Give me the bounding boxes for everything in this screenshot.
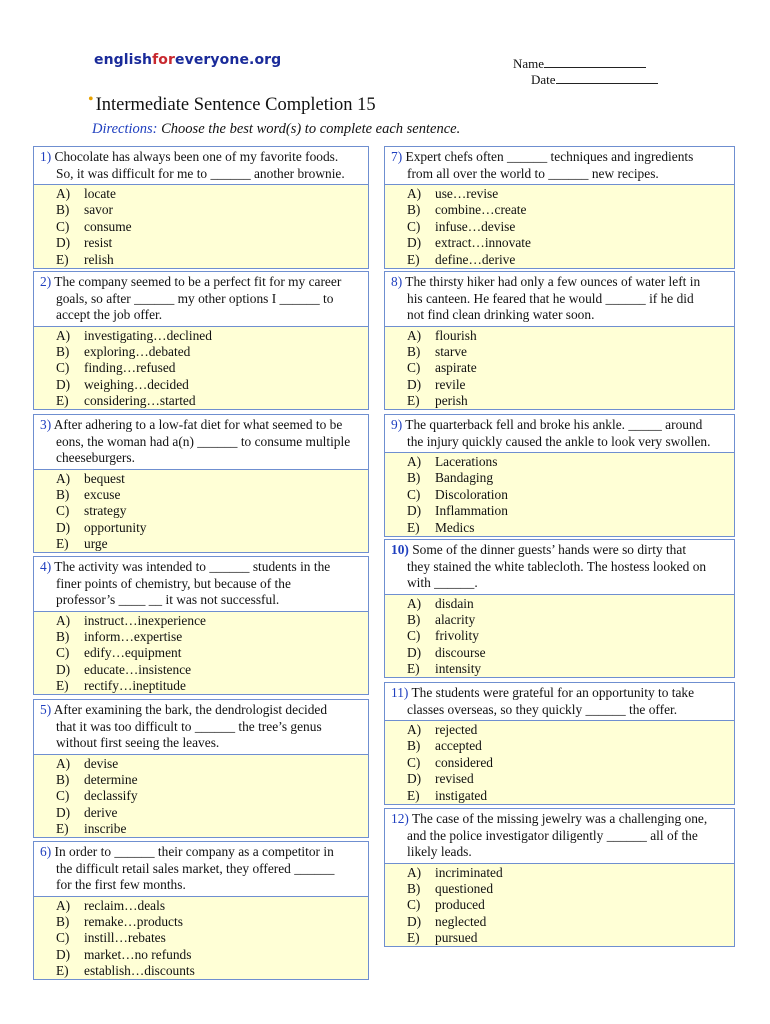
option-letter: C) bbox=[407, 754, 421, 770]
option-text: relish bbox=[84, 251, 114, 267]
question-line: The company seemed to be a perfect fit for my career bbox=[54, 274, 342, 289]
question-line: goals, so after ______ my other options I ______ to bbox=[56, 290, 334, 306]
option-letter: E) bbox=[56, 393, 69, 409]
directions-label: Directions: bbox=[92, 121, 158, 137]
question-number: 3) bbox=[40, 417, 52, 432]
question-number: 2) bbox=[40, 274, 52, 289]
option-text: combine…create bbox=[435, 202, 527, 218]
answer-option[interactable] bbox=[385, 755, 734, 771]
option-letter: B) bbox=[407, 470, 421, 486]
answer-options bbox=[34, 896, 368, 980]
option-text: strategy bbox=[84, 503, 127, 519]
option-text: frivolity bbox=[435, 628, 479, 644]
option-letter: E) bbox=[407, 930, 420, 946]
answer-option[interactable] bbox=[385, 252, 734, 268]
answer-option[interactable] bbox=[385, 645, 734, 661]
answer-options bbox=[385, 326, 734, 410]
date-label: Date bbox=[531, 72, 556, 87]
answer-option[interactable] bbox=[34, 536, 368, 552]
answer-option[interactable] bbox=[34, 772, 368, 788]
option-letter: E) bbox=[56, 821, 69, 837]
answer-options bbox=[385, 184, 734, 268]
option-text: educate…insistence bbox=[84, 661, 192, 677]
question-line: The activity was intended to ______ students in the bbox=[54, 559, 331, 574]
question-line: the difficult retail sales market, they offered ______ bbox=[56, 860, 335, 876]
answer-option[interactable] bbox=[385, 360, 734, 376]
question-number: 9) bbox=[391, 417, 403, 432]
option-text: considering…started bbox=[84, 393, 196, 409]
option-text: questioned bbox=[435, 880, 494, 896]
option-letter: D) bbox=[407, 771, 422, 787]
option-letter: A) bbox=[56, 612, 71, 628]
answer-option[interactable] bbox=[385, 503, 734, 519]
option-letter: C) bbox=[56, 788, 70, 804]
option-text: reclaim…deals bbox=[84, 897, 166, 913]
option-text: resist bbox=[84, 235, 113, 251]
option-text: determine bbox=[84, 771, 138, 787]
option-letter: E) bbox=[407, 393, 420, 409]
question-line: the injury quickly caused the ankle to look very swollen. bbox=[407, 433, 711, 449]
question-12 bbox=[384, 808, 735, 947]
answer-options bbox=[34, 754, 368, 838]
answer-options bbox=[34, 326, 368, 410]
question-text bbox=[34, 557, 368, 611]
option-letter: A) bbox=[407, 327, 422, 343]
option-text: devise bbox=[84, 755, 119, 771]
question-3 bbox=[33, 414, 369, 553]
answer-option[interactable] bbox=[34, 788, 368, 804]
option-letter: D) bbox=[407, 913, 422, 929]
question-line: likely leads. bbox=[407, 844, 472, 859]
option-text: Medics bbox=[435, 519, 475, 535]
option-text: define…derive bbox=[435, 251, 516, 267]
option-text: edify…equipment bbox=[84, 645, 182, 661]
option-letter: E) bbox=[407, 787, 420, 803]
question-text bbox=[385, 272, 734, 326]
answer-option[interactable] bbox=[385, 897, 734, 913]
option-letter: B) bbox=[407, 611, 421, 627]
bullet-icon: • bbox=[88, 91, 94, 108]
option-letter: B) bbox=[56, 628, 70, 644]
option-text: establish…discounts bbox=[84, 963, 195, 979]
question-text bbox=[385, 683, 734, 720]
option-letter: E) bbox=[56, 536, 69, 552]
worksheet-title bbox=[88, 91, 376, 116]
answer-options bbox=[385, 720, 734, 804]
answer-option[interactable] bbox=[34, 821, 368, 837]
option-text: pursued bbox=[435, 930, 478, 946]
option-letter: C) bbox=[56, 360, 70, 376]
question-line: professor’s ____ __ it was not successful. bbox=[56, 592, 280, 607]
option-letter: C) bbox=[407, 360, 421, 376]
option-letter: A) bbox=[407, 454, 422, 469]
option-text: urge bbox=[84, 536, 108, 552]
option-letter: C) bbox=[407, 218, 421, 234]
option-letter: A) bbox=[407, 864, 422, 880]
option-text: alacrity bbox=[435, 611, 476, 627]
option-text: weighing…decided bbox=[84, 376, 189, 392]
option-letter: E) bbox=[407, 251, 420, 267]
option-text: disdain bbox=[435, 595, 474, 611]
option-letter: E) bbox=[407, 661, 420, 677]
question-1 bbox=[33, 146, 369, 269]
question-text bbox=[34, 700, 368, 754]
answer-option[interactable] bbox=[34, 503, 368, 519]
answer-option[interactable] bbox=[385, 470, 734, 486]
answer-option[interactable] bbox=[385, 344, 734, 360]
question-text bbox=[34, 147, 368, 184]
answer-option[interactable] bbox=[385, 235, 734, 251]
option-letter: A) bbox=[56, 897, 71, 913]
answer-option[interactable] bbox=[385, 771, 734, 787]
question-line: So, it was difficult for me to ______ another brownie. bbox=[56, 165, 345, 181]
answer-option[interactable] bbox=[34, 613, 368, 629]
option-letter: C) bbox=[407, 486, 421, 502]
option-text: incriminated bbox=[435, 864, 503, 880]
question-10 bbox=[384, 539, 735, 678]
directions-text: Choose the best word(s) to complete each sentence. bbox=[161, 121, 461, 137]
option-letter: A) bbox=[56, 186, 71, 201]
option-letter: C) bbox=[56, 503, 70, 519]
question-text bbox=[385, 415, 734, 452]
answer-option[interactable] bbox=[385, 788, 734, 804]
option-text: declassify bbox=[84, 788, 138, 804]
option-letter: D) bbox=[56, 804, 71, 820]
question-text bbox=[385, 147, 734, 184]
question-number: 12) bbox=[391, 811, 409, 826]
option-letter: D) bbox=[407, 376, 422, 392]
answer-option[interactable] bbox=[34, 629, 368, 645]
option-text: neglected bbox=[435, 913, 487, 929]
answer-option[interactable] bbox=[34, 344, 368, 360]
option-letter: D) bbox=[56, 946, 71, 962]
question-line: accept the job offer. bbox=[56, 307, 163, 322]
date-line bbox=[556, 71, 658, 84]
option-letter: A) bbox=[407, 595, 422, 611]
option-letter: A) bbox=[56, 470, 71, 486]
answer-option[interactable] bbox=[385, 881, 734, 897]
option-letter: D) bbox=[56, 519, 71, 535]
option-text: infuse…devise bbox=[435, 218, 516, 234]
brand-part-2: for bbox=[152, 52, 176, 68]
option-letter: B) bbox=[56, 771, 70, 787]
answer-option[interactable] bbox=[385, 202, 734, 218]
question-number: 4) bbox=[40, 559, 52, 574]
question-line: that it was too difficult to ______ the tree’s genus bbox=[56, 718, 322, 734]
answer-option[interactable] bbox=[34, 360, 368, 376]
question-line: for the first few months. bbox=[56, 877, 186, 892]
question-5 bbox=[33, 699, 369, 838]
option-text: flourish bbox=[435, 327, 477, 343]
option-text: extract…innovate bbox=[435, 235, 531, 251]
answer-option[interactable] bbox=[34, 898, 368, 914]
option-text: accepted bbox=[435, 738, 482, 754]
question-text bbox=[34, 842, 368, 896]
question-9 bbox=[384, 414, 735, 537]
answer-option[interactable] bbox=[34, 235, 368, 251]
answer-option[interactable] bbox=[385, 219, 734, 235]
question-line: classes overseas, so they quickly ______ the offer. bbox=[407, 701, 678, 717]
answer-option[interactable] bbox=[34, 520, 368, 536]
question-4 bbox=[33, 556, 369, 695]
answer-option[interactable] bbox=[34, 805, 368, 821]
option-letter: B) bbox=[56, 486, 70, 502]
name-field bbox=[513, 55, 646, 72]
answer-options bbox=[34, 469, 368, 553]
answer-options bbox=[385, 863, 734, 947]
option-text: remake…products bbox=[84, 913, 183, 929]
question-line: and the police investigator diligently ______ all of the bbox=[407, 827, 698, 843]
question-text bbox=[385, 540, 734, 594]
question-number: 8) bbox=[391, 274, 403, 289]
question-line: they stained the white tablecloth. The hostess looked on bbox=[407, 558, 707, 574]
answer-options bbox=[34, 611, 368, 695]
name-label: Name bbox=[513, 56, 545, 71]
option-text: derive bbox=[84, 804, 118, 820]
option-text: intensity bbox=[435, 661, 482, 677]
option-letter: B) bbox=[407, 880, 421, 896]
answer-option[interactable] bbox=[385, 596, 734, 612]
option-letter: A) bbox=[407, 722, 422, 737]
option-text: starve bbox=[435, 343, 467, 359]
option-letter: D) bbox=[407, 644, 422, 660]
option-text: inscribe bbox=[84, 821, 127, 837]
answer-options bbox=[385, 452, 734, 536]
option-text: locate bbox=[84, 186, 116, 201]
option-text: finding…refused bbox=[84, 360, 176, 376]
brand-part-3: everyone.org bbox=[175, 52, 282, 68]
question-line: The thirsty hiker had only a few ounces of water left in bbox=[405, 274, 701, 289]
option-text: exploring…debated bbox=[84, 343, 191, 359]
option-text: considered bbox=[435, 754, 494, 770]
answer-option[interactable] bbox=[34, 186, 368, 202]
answer-option[interactable] bbox=[34, 202, 368, 218]
question-line: not find clean drinking water soon. bbox=[407, 307, 595, 322]
option-text: Lacerations bbox=[435, 454, 498, 469]
question-number: 1) bbox=[40, 149, 52, 164]
option-text: Inflammation bbox=[435, 503, 508, 519]
option-text: Bandaging bbox=[435, 470, 494, 486]
answer-option[interactable] bbox=[385, 328, 734, 344]
answer-option[interactable] bbox=[385, 628, 734, 644]
answer-option[interactable] bbox=[385, 186, 734, 202]
answer-option[interactable] bbox=[34, 377, 368, 393]
answer-option[interactable] bbox=[34, 756, 368, 772]
answer-option[interactable] bbox=[34, 219, 368, 235]
answer-option[interactable] bbox=[34, 930, 368, 946]
answer-option[interactable] bbox=[385, 393, 734, 409]
answer-option[interactable] bbox=[385, 454, 734, 470]
option-letter: B) bbox=[407, 738, 421, 754]
option-text: instigated bbox=[435, 787, 488, 803]
date-field bbox=[531, 71, 658, 88]
option-letter: D) bbox=[56, 661, 71, 677]
question-6 bbox=[33, 841, 369, 980]
answer-options bbox=[34, 184, 368, 268]
question-number: 7) bbox=[391, 149, 403, 164]
option-text: opportunity bbox=[84, 519, 147, 535]
site-logo bbox=[94, 52, 281, 68]
answer-option[interactable] bbox=[34, 645, 368, 661]
question-text bbox=[385, 809, 734, 863]
question-line: In order to ______ their company as a competitor in bbox=[54, 844, 334, 859]
name-line bbox=[544, 55, 646, 68]
option-letter: C) bbox=[56, 218, 70, 234]
question-line: eons, the woman had a(n) ______ to consume multiple bbox=[56, 433, 351, 449]
option-letter: C) bbox=[407, 897, 421, 913]
answer-option[interactable] bbox=[385, 738, 734, 754]
option-letter: C) bbox=[56, 645, 70, 661]
answer-option[interactable] bbox=[34, 662, 368, 678]
answer-option[interactable] bbox=[34, 393, 368, 409]
option-text: produced bbox=[435, 897, 485, 913]
option-letter: C) bbox=[56, 930, 70, 946]
question-text bbox=[34, 272, 368, 326]
question-line: cheeseburgers. bbox=[56, 450, 135, 465]
directions bbox=[92, 121, 460, 138]
option-text: market…no refunds bbox=[84, 946, 192, 962]
option-text: instill…rebates bbox=[84, 930, 166, 946]
question-line: with ______. bbox=[407, 575, 478, 590]
answer-option[interactable] bbox=[385, 487, 734, 503]
answer-option[interactable] bbox=[34, 471, 368, 487]
question-7 bbox=[384, 146, 735, 269]
option-text: perish bbox=[435, 393, 468, 409]
question-number: 6) bbox=[40, 844, 52, 859]
question-line: Chocolate has always been one of my favorite foods. bbox=[54, 149, 339, 164]
question-number: 11) bbox=[391, 685, 409, 700]
option-letter: E) bbox=[56, 963, 69, 979]
option-letter: B) bbox=[56, 202, 70, 218]
answer-option[interactable] bbox=[34, 963, 368, 979]
question-number: 5) bbox=[40, 702, 52, 717]
option-text: discourse bbox=[435, 644, 486, 660]
answer-option[interactable] bbox=[385, 520, 734, 536]
question-11 bbox=[384, 682, 735, 805]
question-line: without first seeing the leaves. bbox=[56, 735, 220, 750]
answer-option[interactable] bbox=[385, 661, 734, 677]
question-line: After adhering to a low-fat diet for what seemed to be bbox=[53, 417, 343, 432]
option-text: savor bbox=[84, 202, 114, 218]
question-text bbox=[34, 415, 368, 469]
option-text: instruct…inexperience bbox=[84, 612, 206, 628]
option-text: rejected bbox=[435, 722, 478, 737]
option-letter: B) bbox=[407, 202, 421, 218]
question-number: 10) bbox=[391, 542, 409, 557]
option-letter: E) bbox=[56, 251, 69, 267]
answer-option[interactable] bbox=[34, 678, 368, 694]
option-letter: E) bbox=[407, 519, 420, 535]
answer-option[interactable] bbox=[385, 914, 734, 930]
option-letter: C) bbox=[407, 628, 421, 644]
option-letter: B) bbox=[56, 343, 70, 359]
brand-part-1: english bbox=[94, 52, 153, 68]
option-text: bequest bbox=[84, 470, 125, 486]
answer-option[interactable] bbox=[34, 487, 368, 503]
option-text: use…revise bbox=[435, 186, 499, 201]
question-line: Some of the dinner guests’ hands were so dirty that bbox=[412, 542, 687, 557]
option-letter: D) bbox=[56, 235, 71, 251]
option-text: excuse bbox=[84, 486, 121, 502]
question-line: from all over the world to ______ new recipes. bbox=[407, 165, 659, 181]
answer-option[interactable] bbox=[34, 947, 368, 963]
title-text: Intermediate Sentence Completion 15 bbox=[95, 95, 376, 115]
answer-option[interactable] bbox=[385, 865, 734, 881]
question-line: The students were grateful for an opportunity to take bbox=[411, 685, 695, 700]
question-line: finer points of chemistry, but because of the bbox=[56, 575, 291, 591]
option-text: revised bbox=[435, 771, 474, 787]
answer-option[interactable] bbox=[34, 328, 368, 344]
option-letter: A) bbox=[56, 327, 71, 343]
question-line: The quarterback fell and broke his ankle. _____ around bbox=[405, 417, 703, 432]
question-2 bbox=[33, 271, 369, 410]
question-line: After examining the bark, the dendrologist decided bbox=[53, 702, 328, 717]
option-text: inform…expertise bbox=[84, 628, 183, 644]
answer-options bbox=[385, 594, 734, 678]
option-letter: E) bbox=[56, 678, 69, 694]
question-8 bbox=[384, 271, 735, 410]
answer-option[interactable] bbox=[385, 722, 734, 738]
option-letter: D) bbox=[407, 235, 422, 251]
question-line: Expert chefs often ______ techniques and ingredients bbox=[405, 149, 694, 164]
answer-option[interactable] bbox=[385, 377, 734, 393]
answer-option[interactable] bbox=[34, 914, 368, 930]
option-letter: A) bbox=[56, 755, 71, 771]
option-letter: A) bbox=[407, 186, 422, 201]
option-letter: D) bbox=[56, 376, 71, 392]
option-letter: B) bbox=[407, 343, 421, 359]
option-text: investigating…declined bbox=[84, 327, 212, 343]
question-line: The case of the missing jewelry was a challenging one, bbox=[411, 811, 708, 826]
option-letter: B) bbox=[56, 913, 70, 929]
option-text: revile bbox=[435, 376, 466, 392]
option-text: Discoloration bbox=[435, 486, 508, 502]
option-text: rectify…ineptitude bbox=[84, 678, 186, 694]
option-letter: D) bbox=[407, 503, 422, 519]
answer-option[interactable] bbox=[385, 930, 734, 946]
option-text: aspirate bbox=[435, 360, 477, 376]
answer-option[interactable] bbox=[34, 252, 368, 268]
question-line: his canteen. He feared that he would ______ if he did bbox=[407, 290, 694, 306]
option-text: consume bbox=[84, 218, 132, 234]
answer-option[interactable] bbox=[385, 612, 734, 628]
